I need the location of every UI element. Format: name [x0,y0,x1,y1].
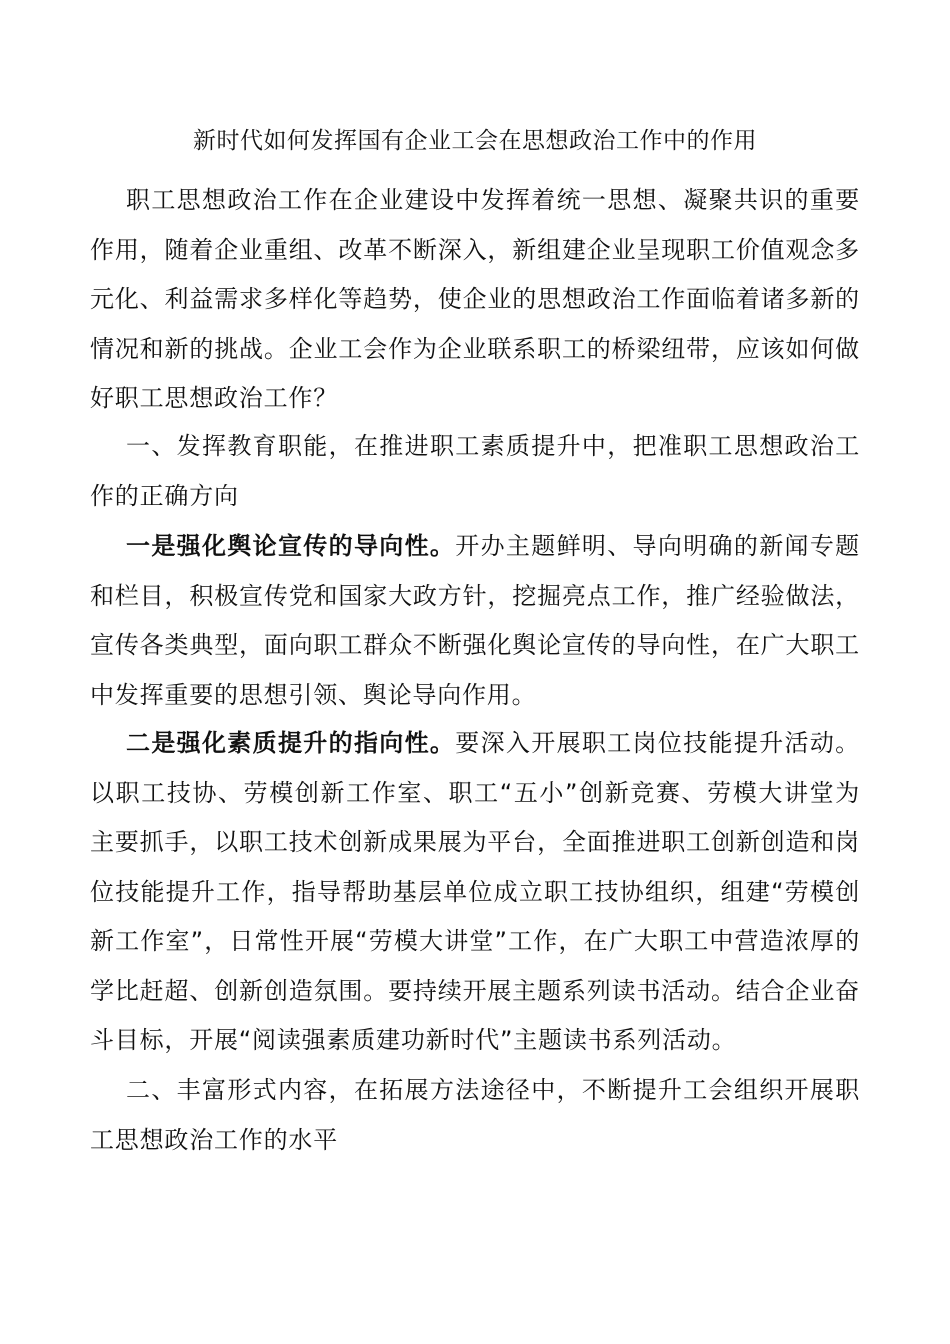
point-one-text: 开办主题鲜明、导向明确的新闻专题和栏目，积极宣传党和国家大政方针，挖掘亮点工作，推广经验做法，宣传各类典型，面向职工群众不断强化舆论宣传的导向性，在广大职工中发挥重要的思想引领、舆论导向作用。 [90,532,860,709]
intro-paragraph: 职工思想政治工作在企业建设中发挥着统一思想、凝聚共识的重要作用，随着企业重组、改革不断深入，新组建企业呈现职工价值观念多元化、利益需求多样化等趋势，使企业的思想政治工作面临着诸多新的情况和新的挑战。企业工会作为企业联系职工的桥梁纽带，应该如何做好职工思想政治工作？ [90,186,860,412]
section-two-heading: 二、丰富形式内容，在拓展方法途径中，不断提升工会组织开展职工思想政治工作的水平 [90,1076,860,1154]
point-one-paragraph [90,522,860,720]
document-title: 新时代如何发挥国有企业工会在思想政治工作中的作用 [193,128,757,154]
point-two-lead: 二是强化素质提升的指向性。 [126,729,456,757]
point-two-text: 要深入开展职工岗位技能提升活动。以职工技协、劳模创新工作室、职工“五小”创新竞赛、劳模大讲堂为主要抓手，以职工技术创新成果展为平台，全面推进职工创新创造和岗位技能提升工作，指导帮助基层单位成立职工技协组织，组建“劳模创新工作室”，日常性开展“劳模大讲堂”工作，在广大职工中营造浓厚的学比赶超、创新创造氛围。要持续开展主题系列读书活动。结合企业奋斗目标，开展“阅读强素质建功新时代”主题读书系列活动。 [90,729,860,1054]
section-one-heading: 一、发挥教育职能，在推进职工素质提升中，把准职工思想政治工作的正确方向 [90,432,860,510]
point-one-lead: 一是强化舆论宣传的导向性。 [126,532,456,560]
point-two-paragraph [90,719,860,1066]
